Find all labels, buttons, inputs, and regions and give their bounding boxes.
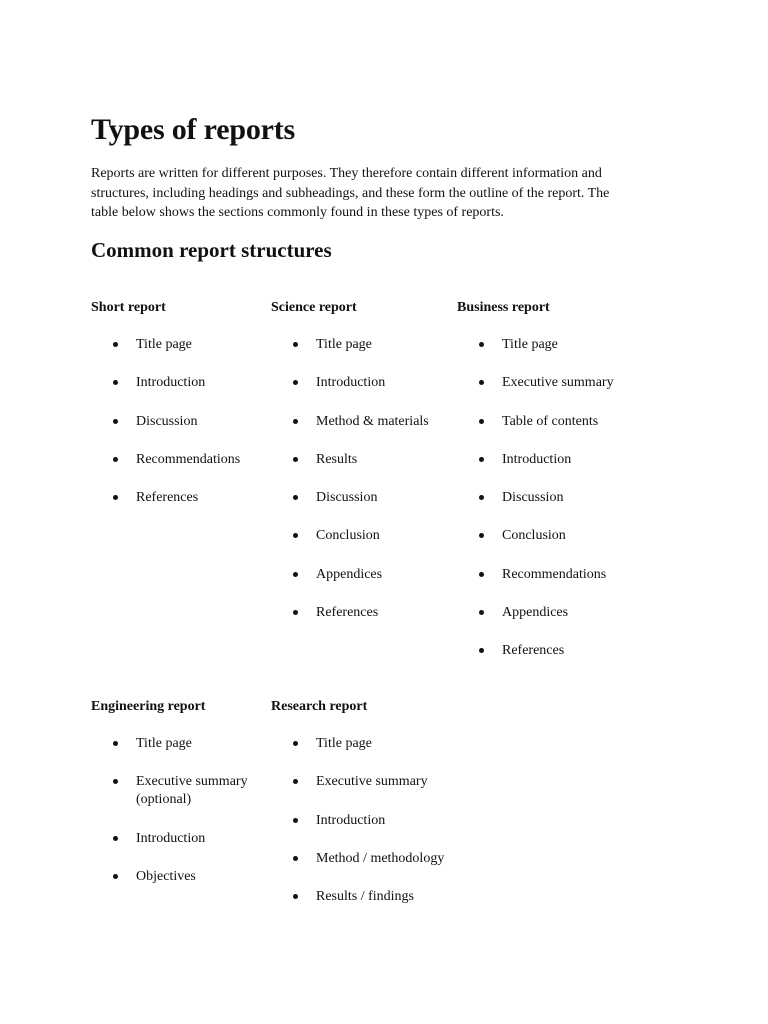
short-report-list [91, 336, 261, 507]
list-item: Appendices [271, 566, 451, 584]
intro-line: structures, including headings and subheadings, and these form the outline of the report. The [91, 185, 610, 201]
bullet-icon [479, 495, 484, 500]
bullet-icon [293, 495, 298, 500]
list-item: Results / findings [271, 888, 471, 906]
short-report-heading: Short report [91, 300, 166, 315]
bullet-icon [113, 419, 118, 424]
science-report-list [271, 336, 451, 622]
list-item: Appendices [457, 604, 657, 622]
business-report-column [457, 299, 657, 681]
bullet-icon [113, 741, 118, 746]
business-report-heading: Business report [457, 300, 550, 315]
bullet-icon [479, 610, 484, 615]
science-report-column [271, 299, 451, 642]
research-report-heading: Research report [271, 699, 368, 714]
list-item: Introduction [91, 830, 266, 848]
bullet-icon [479, 533, 484, 538]
research-report-list [271, 735, 471, 906]
research-report-column [271, 698, 471, 926]
bullet-icon [479, 572, 484, 577]
bullet-icon [293, 779, 298, 784]
science-report-heading: Science report [271, 300, 357, 315]
bullet-icon [293, 894, 298, 899]
list-item: Title page [91, 735, 266, 753]
list-item: Discussion [457, 489, 657, 507]
bullet-icon [293, 419, 298, 424]
bullet-icon [479, 342, 484, 347]
engineering-report-column [91, 698, 266, 906]
bullet-icon [113, 874, 118, 879]
bullet-icon [293, 610, 298, 615]
bullet-icon [479, 419, 484, 424]
bullet-icon [113, 380, 118, 385]
page-title: Types of reports [91, 113, 296, 146]
list-item: Conclusion [457, 527, 657, 545]
bullet-icon [479, 457, 484, 462]
engineering-report-list [91, 735, 266, 886]
bullet-icon [293, 818, 298, 823]
list-item: Title page [457, 336, 657, 354]
list-item: Executive summary (optional) [91, 773, 266, 809]
bullet-icon [113, 457, 118, 462]
list-item: Title page [271, 336, 451, 354]
list-item: Conclusion [271, 527, 451, 545]
bullet-icon [293, 741, 298, 746]
bullet-icon [293, 533, 298, 538]
list-item: References [271, 604, 451, 622]
intro-line: Reports are written for different purposes. They therefore contain different information and [91, 166, 602, 181]
list-item: Executive summary [271, 773, 471, 791]
bullet-icon [479, 380, 484, 385]
intro-line: table below shows the sections commonly found in these types of reports. [91, 205, 504, 220]
business-report-list [457, 336, 657, 660]
bullet-icon [113, 342, 118, 347]
list-item: Method & materials [271, 413, 451, 431]
bullet-icon [113, 495, 118, 500]
list-item: Recommendations [457, 566, 657, 584]
list-item: Recommendations [91, 451, 261, 469]
intro-paragraph [91, 164, 671, 223]
bullet-icon [113, 836, 118, 841]
list-item: Method / methodology [271, 850, 471, 868]
list-item: Discussion [271, 489, 451, 507]
list-item: Introduction [457, 451, 657, 469]
bullet-icon [479, 648, 484, 653]
bullet-icon [293, 572, 298, 577]
list-item: Title page [91, 336, 261, 354]
list-item: Table of contents [457, 413, 657, 431]
list-item: Discussion [91, 413, 261, 431]
list-item: Title page [271, 735, 471, 753]
list-item: References [457, 642, 657, 660]
engineering-report-heading: Engineering report [91, 699, 206, 714]
bullet-icon [293, 457, 298, 462]
list-item: References [91, 489, 261, 507]
list-item: Introduction [271, 812, 471, 830]
short-report-column [91, 299, 261, 527]
list-item: Results [271, 451, 451, 469]
bullet-icon [293, 342, 298, 347]
list-item: Objectives [91, 868, 266, 886]
section-subtitle: Common report structures [91, 238, 332, 262]
list-item: Executive summary [457, 374, 657, 392]
bullet-icon [113, 779, 118, 784]
list-item: Introduction [91, 374, 261, 392]
bullet-icon [293, 856, 298, 861]
list-item: Introduction [271, 374, 451, 392]
bullet-icon [293, 380, 298, 385]
